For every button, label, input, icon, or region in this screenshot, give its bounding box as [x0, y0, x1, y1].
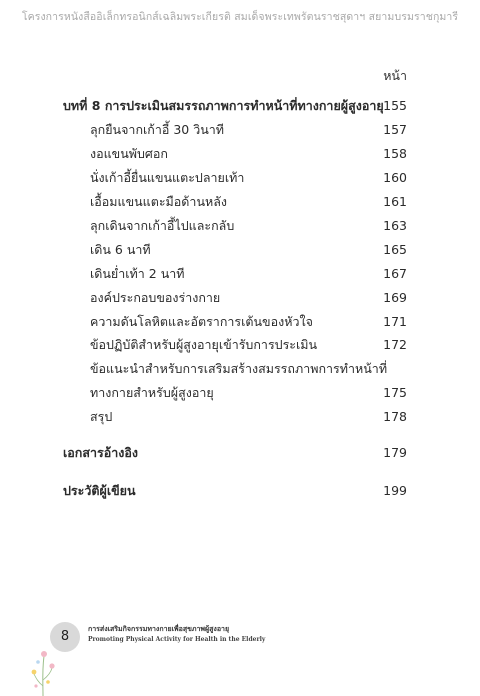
toc-entry-title: เดิน 6 นาที — [90, 242, 151, 257]
toc-entry-title: ลุกเดินจากเก้าอี้ไปและกลับ — [90, 218, 235, 233]
toc-entry-title: ความดันโลหิตและอัตราการเต้นของหัวใจ — [90, 314, 313, 329]
toc-entry-title: นั่งเก้าอี้ยื่นแขนแตะปลายเท้า — [90, 170, 245, 185]
toc-entry-page: 161 — [383, 194, 407, 209]
toc-entry-page: 179 — [383, 445, 407, 460]
toc-entry — [0, 143, 480, 165]
page-column-label: หน้า — [383, 68, 407, 83]
toc-entry-page: 169 — [383, 290, 407, 305]
toc-entry-title: สรุป — [90, 409, 113, 424]
toc-entry-title: ประวัติผู้เขียน — [63, 483, 136, 498]
toc-entry-title: ลุกยืนจากเก้าอี้ 30 วินาที — [90, 122, 225, 137]
toc-entry-page: 175 — [383, 385, 407, 400]
toc-entry — [0, 215, 480, 237]
toc-entry — [0, 406, 480, 428]
toc-entry-page: 165 — [383, 242, 407, 257]
toc-entry-title: องค์ประกอบของร่างกาย — [90, 290, 221, 305]
toc-entry — [0, 95, 480, 117]
toc-entry — [0, 239, 480, 261]
toc-entry-page: 167 — [383, 266, 407, 281]
toc-entry-page: 178 — [383, 409, 407, 424]
toc-entry-title: ข้อปฏิบัติสำหรับผู้สูงอายุเข้ารับการประเมิน — [90, 337, 318, 352]
toc-entry-page: 172 — [383, 337, 407, 352]
toc-entry-title: เดินย่ำเท้า 2 นาที — [90, 266, 185, 281]
toc-entry-page: 160 — [383, 170, 407, 185]
toc-entry-title: เอกสารอ้างอิง — [63, 445, 138, 460]
toc-entry-title: เอื้อมแขนแตะมือด้านหลัง — [90, 194, 227, 209]
toc-entry-title: งอแขนพับศอก — [90, 146, 168, 161]
toc-entry-title: ข้อแนะนำสำหรับการเสริมสร้างสมรรถภาพการทำหน้าที่ — [90, 361, 388, 376]
page-footer — [0, 612, 480, 696]
toc-entry — [0, 167, 480, 189]
toc-entry-title: ทางกายสำหรับผู้สูงอายุ — [90, 385, 214, 400]
toc-entry — [0, 382, 480, 404]
toc-entry — [0, 119, 480, 141]
page-number-badge: 8 — [50, 622, 80, 652]
toc-entry-page: 171 — [383, 314, 407, 329]
toc-entry — [0, 480, 480, 502]
toc-entry — [0, 442, 480, 464]
toc-entry — [0, 263, 480, 285]
toc-entry-page: 157 — [383, 122, 407, 137]
toc-entry-page: 155 — [383, 98, 407, 113]
flower-decoration-icon — [28, 642, 58, 696]
toc-entry-title: บทที่ 8 การประเมินสมรรถภาพการทำหน้าที่ทางกายผู้สูงอายุ — [63, 98, 384, 113]
toc-entry — [0, 191, 480, 213]
footer-title-english: Promoting Physical Activity for Health in the Elderly — [88, 636, 266, 643]
toc-entry-page: 163 — [383, 218, 407, 233]
toc-entry — [0, 287, 480, 309]
footer-title-thai: การส่งเสริมกิจกรรมทางกายเพื่อสุขภาพผู้สูงอายุ — [88, 625, 230, 633]
running-header: โครงการหนังสืออิเล็กทรอนิกส์เฉลิมพระเกียรติ สมเด็จพระเทพรัตนราชสุดาฯ สยามบรมราชกุมารี — [21, 11, 459, 23]
toc-entry — [0, 334, 480, 356]
toc-entry-page: 158 — [383, 146, 407, 161]
toc-entry — [0, 358, 480, 380]
toc-entry — [0, 311, 480, 333]
toc-entry-page: 199 — [383, 483, 407, 498]
